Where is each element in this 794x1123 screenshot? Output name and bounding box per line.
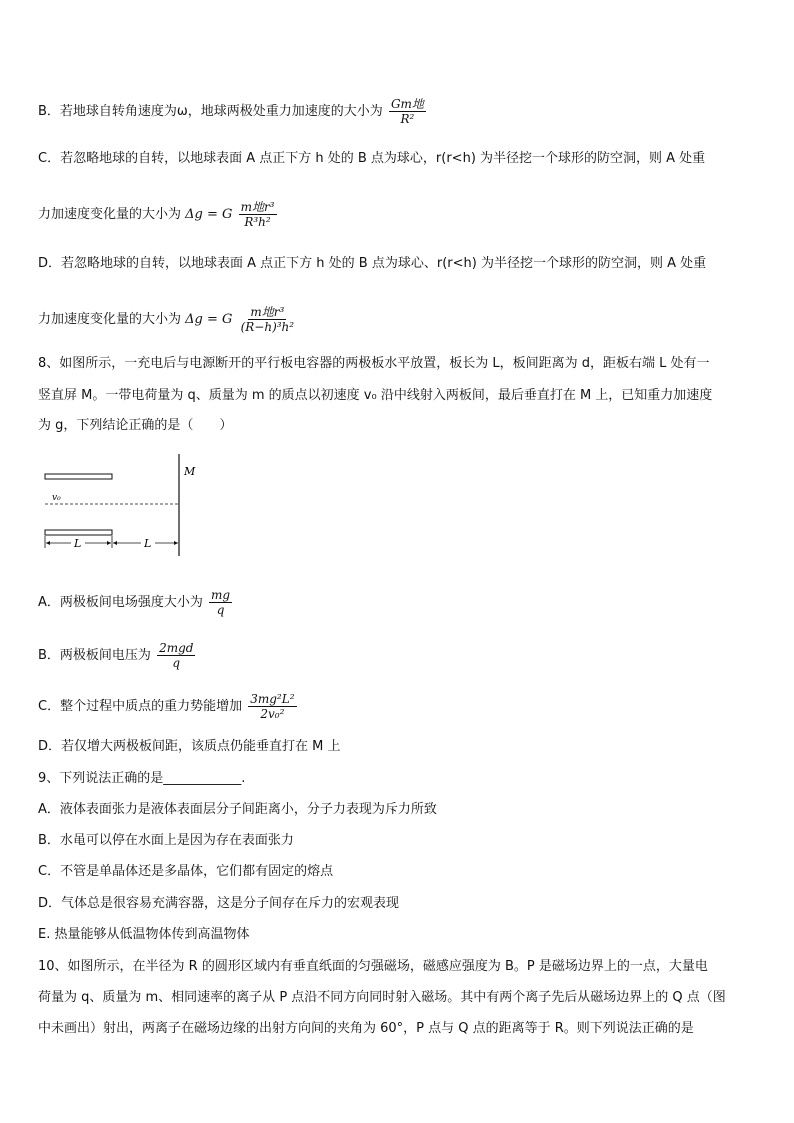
screen-label: M — [184, 465, 196, 478]
fraction-denominator: (R−h)³h² — [240, 320, 295, 334]
q7-option-d-text: D．若忽略地球的自转，以地球表面 A 点正下方 h 处的 B 点为球心、r(r<h) 为半径挖一个球形的防空洞，则 A 处重 — [38, 256, 707, 271]
q8-option-a — [38, 588, 234, 617]
q7-option-c-text: C．若忽略地球的自转，以地球表面 A 点正下方 h 处的 B 点为球心，r(r<h) 为半径挖一个球形的防空洞，则 A 处重 — [38, 151, 706, 166]
q9-option-d: D．气体总是很容易充满容器，这是分子间存在斥力的宏观表现 — [38, 896, 400, 911]
q7-option-b — [38, 97, 428, 126]
q7-option-b-fraction — [389, 97, 426, 126]
fraction-denominator: q — [216, 603, 225, 617]
q7-option-c-line1 — [38, 150, 705, 168]
dim-arrow — [107, 541, 111, 545]
fraction-denominator: R² — [400, 112, 415, 126]
q8-option-b-fraction — [157, 641, 195, 670]
q8-option-a-fraction — [209, 588, 232, 617]
q9-option-a: A．液体表面张力是液体表面层分子间距离小，分子力表现为斥力所致 — [38, 802, 437, 817]
length-label-2: L — [144, 537, 152, 550]
q9-option-c: C．不管是单晶体还是多晶体，它们都有固定的熔点 — [38, 864, 334, 879]
fraction-denominator: R³h² — [244, 215, 271, 229]
fraction-denominator: 2v₀² — [260, 707, 285, 721]
q7-option-d-line1 — [38, 255, 706, 273]
q7-option-c-expr: Δg = G — [185, 207, 233, 222]
fraction-numerator: m地r³ — [240, 200, 275, 214]
q10-stem-line3: 中未画出）射出，两离子在磁场边缘的出射方向间的夹角为 60°，P 点与 Q 点的距离等于 R。则下列说法正确的是 — [38, 1021, 694, 1036]
q8-stem-line1: 8、如图所示，一充电后与电源断开的平行板电容器的两极板水平放置，板长为 L，板间距离为 d，距板右端 L 处有一 — [38, 356, 710, 371]
upper-plate — [45, 474, 112, 479]
length-label-1: L — [74, 537, 82, 550]
dim-arrow — [113, 541, 117, 545]
q8-option-c-fraction — [248, 692, 296, 721]
q7-option-d-fraction — [239, 305, 297, 334]
q8-stem-line2: 竖直屏 M。一带电荷量为 q、质量为 m 的质点以初速度 v₀ 沿中线射入两板间，最后垂直打在 M 上，已知重力加速度 — [38, 388, 713, 403]
fraction-numerator: 2mgd — [159, 641, 194, 655]
q9-option-b: B．水黾可以停在水面上是因为存在表面张力 — [38, 833, 294, 848]
q7-option-d-line2 — [38, 305, 298, 334]
fraction-numerator: mg — [211, 588, 231, 602]
q8-option-d: D．若仅增大两极板间距，该质点仍能垂直打在 M 上 — [38, 739, 341, 754]
q8-option-c — [38, 692, 299, 721]
q8-option-b-text: B．两极板间电压为 — [38, 648, 151, 663]
q7-option-d-text2: 力加速度变化量的大小为 — [38, 312, 182, 327]
dim-arrow — [174, 541, 178, 545]
q8-stem-line3: 为 g，下列结论正确的是（ ） — [38, 418, 233, 433]
q8-capacitor-figure — [38, 452, 208, 560]
dim-arrow — [46, 541, 50, 545]
q7-option-d-expr: Δg = G — [185, 312, 233, 327]
q7-option-b-text: B．若地球自转角速度为ω，地球两极处重力加速度的大小为 — [38, 104, 383, 119]
lower-plate — [45, 530, 112, 535]
q9-stem: 9、下列说法正确的是____________. — [38, 771, 246, 786]
q9-option-e: E. 热量能够从低温物体传到高温物体 — [38, 927, 250, 942]
q8-option-a-text: A．两极板间电场强度大小为 — [38, 595, 203, 610]
q8-option-b — [38, 641, 197, 670]
fraction-numerator: Gm地 — [390, 97, 424, 111]
velocity-label: v₀ — [52, 493, 61, 503]
q10-stem-line2: 荷量为 q、质量为 m、相同速率的离子从 P 点沿不同方向同时射入磁场。其中有两个离子先后从磁场边界上的 Q 点（图 — [38, 990, 726, 1005]
fraction-numerator: 3mg²L² — [250, 692, 295, 706]
q7-option-c-line2 — [38, 200, 279, 229]
q7-option-c-fraction — [239, 200, 277, 229]
q7-option-c-text2: 力加速度变化量的大小为 — [38, 207, 182, 222]
fraction-numerator: m地r³ — [250, 305, 285, 319]
q8-option-c-text: C．整个过程中质点的重力势能增加 — [38, 699, 243, 714]
fraction-denominator: q — [172, 656, 181, 670]
q10-stem-line1: 10、如图所示，在半径为 R 的圆形区域内有垂直纸面的匀强磁场，磁感应强度为 B。P 是磁场边界上的一点，大量电 — [38, 959, 708, 974]
